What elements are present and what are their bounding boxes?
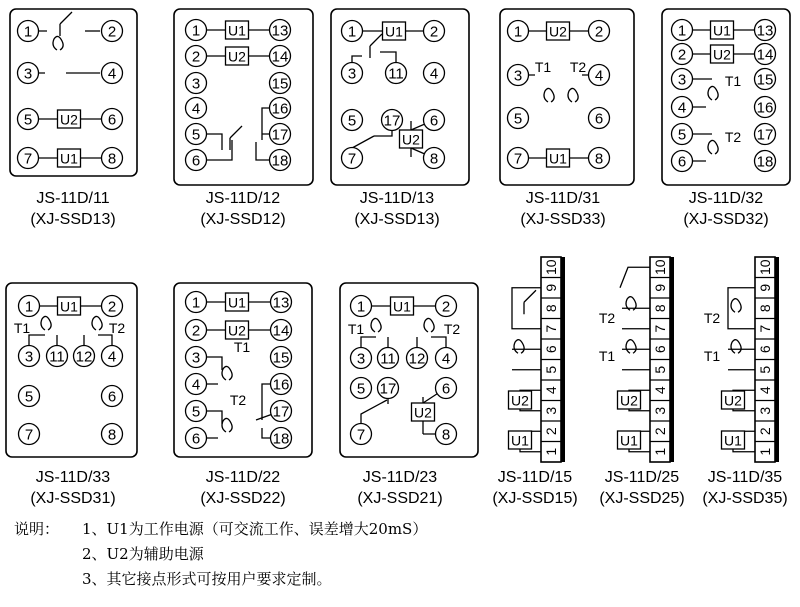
pin-number: 14 [272,322,290,340]
pin-number: 14 [756,46,774,64]
pin-number: 17 [272,403,290,421]
pin-number: 6 [107,111,117,129]
terminal-number: 2 [757,427,773,436]
pin-number: 16 [271,100,289,118]
pin-number: 16 [756,99,774,117]
panel-js-11d-13 [331,9,469,228]
pin-number: 18 [272,430,290,448]
model-code: (XJ-SSD22) [200,490,286,507]
pin-number: 11 [49,348,65,366]
pin-number: 6 [429,112,439,130]
terminal-number: 5 [757,365,773,374]
pin-number: 5 [677,126,687,144]
terminal-number: 9 [757,283,773,292]
notes-section [14,517,427,592]
terminal-number: 5 [543,365,559,374]
pin-number: 13 [271,22,289,40]
pin-number: 3 [513,67,523,85]
model-code: (XJ-SSD33) [520,211,606,228]
pin-number: 8 [594,150,604,168]
pin-number: 8 [107,426,117,444]
terminal-number: 1 [757,447,773,456]
model-label: JS-11D/35 [707,469,783,486]
pin-number: 4 [191,376,201,394]
panel-js-11d-33 [6,283,137,507]
model-label: JS-11D/11 [36,190,110,207]
pin-number: 4 [107,348,117,366]
terminal-number: 7 [652,324,668,333]
contact-label: T1 [724,73,742,89]
pin-number: 6 [107,388,117,406]
pin-number: 16 [272,376,290,394]
pin-number: 7 [24,426,34,444]
strip-edge [670,257,674,462]
panel-js-11d-12 [174,9,313,228]
terminal-number: 8 [543,304,559,313]
pin-number: 12 [408,350,426,368]
contact-label: T2 [569,59,587,75]
terminal-number: 8 [652,304,668,313]
coil-label: U2 [228,322,246,339]
model-label: JS-11D/15 [497,469,573,486]
terminal-number: 2 [543,427,559,436]
pin-number: 7 [356,426,366,444]
coil-label: U1 [385,23,403,40]
panel-js-11d-22 [174,283,312,507]
pin-number: 1 [24,298,34,316]
note-item-3: 3、其它接点形式可按用户要求定制。 [82,570,332,588]
pin-number: 2 [429,23,439,41]
model-code: (XJ-SSD25) [599,490,685,507]
terminal-number: 1 [543,447,559,456]
pin-number: 12 [75,348,93,366]
pin-number: 17 [383,112,401,130]
pin-number: 15 [271,75,289,93]
pin-number: 6 [677,153,687,171]
pin-number: 17 [271,126,289,144]
pin-number: 11 [388,65,404,83]
coil-label: U1 [60,298,78,315]
coil-label: U2 [414,404,432,421]
contact-label: T2 [443,321,461,337]
panel-js-11d-25 [599,257,685,507]
pin-number: 2 [594,23,604,41]
pin-number: 2 [441,298,451,316]
terminal-number: 5 [652,365,668,374]
pin-number: 8 [429,150,439,168]
pin-number: 6 [594,110,604,128]
pin-number: 13 [272,294,290,312]
model-label: JS-11D/32 [688,190,764,207]
terminal-number: 10 [757,259,773,276]
terminal-number: 4 [757,386,773,395]
pin-number: 1 [356,298,366,316]
pin-number: 3 [356,350,366,368]
model-code: (XJ-SSD13) [354,211,440,228]
pin-number: 5 [191,126,201,144]
pin-number: 5 [191,403,201,421]
terminal-number: 3 [652,406,668,415]
pin-number: 13 [756,22,774,40]
model-label: JS-11D/13 [359,190,435,207]
delay-contact [731,299,741,313]
coil-label: U2 [620,392,638,409]
panel-js-11d-32 [662,9,790,228]
pin-number: 2 [191,48,201,66]
strip-edge [561,257,565,462]
panel-js-11d-31 [500,9,634,228]
model-label: JS-11D/12 [205,190,281,207]
pin-number: 6 [191,430,201,448]
pin-number: 5 [23,111,33,129]
coil-label: U1 [60,150,78,167]
pin-number: 18 [271,152,289,170]
pin-number: 1 [191,294,201,312]
pin-number: 7 [347,150,357,168]
pin-number: 4 [677,99,687,117]
pin-number: 3 [347,65,357,83]
terminal-number: 10 [543,259,559,276]
model-label: JS-11D/23 [362,469,438,486]
model-label: JS-11D/31 [525,190,601,207]
pin-number: 3 [191,349,201,367]
pin-number: 1 [513,23,523,41]
pin-number: 1 [191,22,201,40]
pin-number: 15 [272,349,290,367]
pin-number: 6 [441,380,451,398]
pin-number: 1 [347,23,357,41]
model-label: JS-11D/22 [205,469,281,486]
pin-number: 3 [191,75,201,93]
coil-label: U2 [724,392,742,409]
panel-js-11d-23 [340,283,478,507]
delay-contact [731,340,741,354]
pin-number: 2 [191,322,201,340]
pin-number: 5 [24,388,34,406]
panel-js-11d-15 [492,257,577,507]
coil-label: U2 [511,392,529,409]
terminal-number: 2 [652,427,668,436]
terminal-number: 9 [543,283,559,292]
coil-label: U2 [402,131,420,148]
strip-edge [775,257,779,462]
pin-number: 7 [23,150,33,168]
coil-label: U1 [393,298,411,315]
model-code: (XJ-SSD21) [357,490,443,507]
terminal-number: 4 [652,386,668,395]
terminal-number: 1 [652,447,668,456]
pin-number: 3 [23,65,33,83]
terminal-number: 6 [757,345,773,354]
pin-number: 4 [107,65,117,83]
pin-number: 18 [756,153,774,171]
terminal-number: 6 [652,345,668,354]
terminal-number: 4 [543,386,559,395]
pin-number: 5 [513,110,523,128]
pin-number: 17 [756,126,774,144]
model-code: (XJ-SSD13) [30,211,116,228]
terminal-number: 6 [543,345,559,354]
pin-number: 5 [347,112,357,130]
coil-label: U2 [549,23,567,40]
coil-label: U2 [60,111,78,128]
wire [620,267,650,288]
terminal-number: 7 [543,324,559,333]
delay-contact [626,340,636,354]
pin-number: 2 [107,23,117,41]
terminal-number: 10 [652,259,668,276]
contact-label: T1 [598,348,616,364]
pin-number: 4 [441,350,451,368]
model-code: (XJ-SSD15) [492,490,578,507]
contact-label: T2 [598,310,616,326]
pin-number: 11 [380,350,396,368]
pin-number: 2 [107,298,117,316]
contact-label: T1 [703,348,721,364]
pin-number: 1 [677,22,687,40]
terminal-number: 8 [757,304,773,313]
terminal-number: 9 [652,283,668,292]
pin-number: 4 [594,67,604,85]
coil-label: U1 [620,432,638,449]
coil-label: U1 [549,150,567,167]
model-label: JS-11D/25 [604,469,680,486]
contact-label: T1 [233,339,251,355]
terminal-number: 3 [543,406,559,415]
contact-label: T2 [703,310,721,326]
pin-number: 2 [677,46,687,64]
panel-js-11d-35 [702,257,787,507]
pin-number: 4 [191,100,201,118]
coil-label: U1 [713,22,731,39]
pin-number: 15 [756,71,774,89]
contact-label: T1 [347,321,365,337]
coil-label: U2 [713,46,731,63]
switch-contact [524,290,536,314]
pin-number: 4 [429,65,439,83]
pin-number: 1 [23,23,33,41]
pin-number: 5 [356,380,366,398]
wire [512,288,541,329]
pin-number: 3 [24,348,34,366]
pin-number: 8 [441,426,451,444]
pin-number: 7 [513,150,523,168]
pin-number: 17 [379,380,397,398]
coil-label: U1 [724,432,742,449]
pin-number: 3 [677,71,687,89]
delay-contact [514,340,524,354]
pin-number: 8 [107,150,117,168]
terminal-number: 7 [757,324,773,333]
pin-number: 6 [191,152,201,170]
model-code: (XJ-SSD12) [200,211,286,228]
terminal-number: 3 [757,406,773,415]
model-code: (XJ-SSD32) [683,211,769,228]
panel-js-11d-11 [10,9,137,228]
coil-label: U1 [228,22,246,39]
notes-heading: 说明： [14,520,60,538]
contact-label: T2 [108,320,126,336]
pin-number: 14 [271,48,289,66]
contact-label: T1 [13,320,31,336]
note-item-1: 1、U1为工作电源（可交流工作、误差增大20mS） [82,520,428,538]
coil-label: U1 [228,294,246,311]
model-code: (XJ-SSD31) [30,490,116,507]
model-code: (XJ-SSD35) [702,490,788,507]
contact-label: T2 [724,129,742,145]
note-item-2: 2、U2为辅助电源 [82,545,204,563]
contact-label: T2 [229,392,247,408]
model-label: JS-11D/33 [35,469,111,486]
contact-label: T1 [534,59,552,75]
coil-label: U2 [228,48,246,65]
coil-label: U1 [511,432,529,449]
